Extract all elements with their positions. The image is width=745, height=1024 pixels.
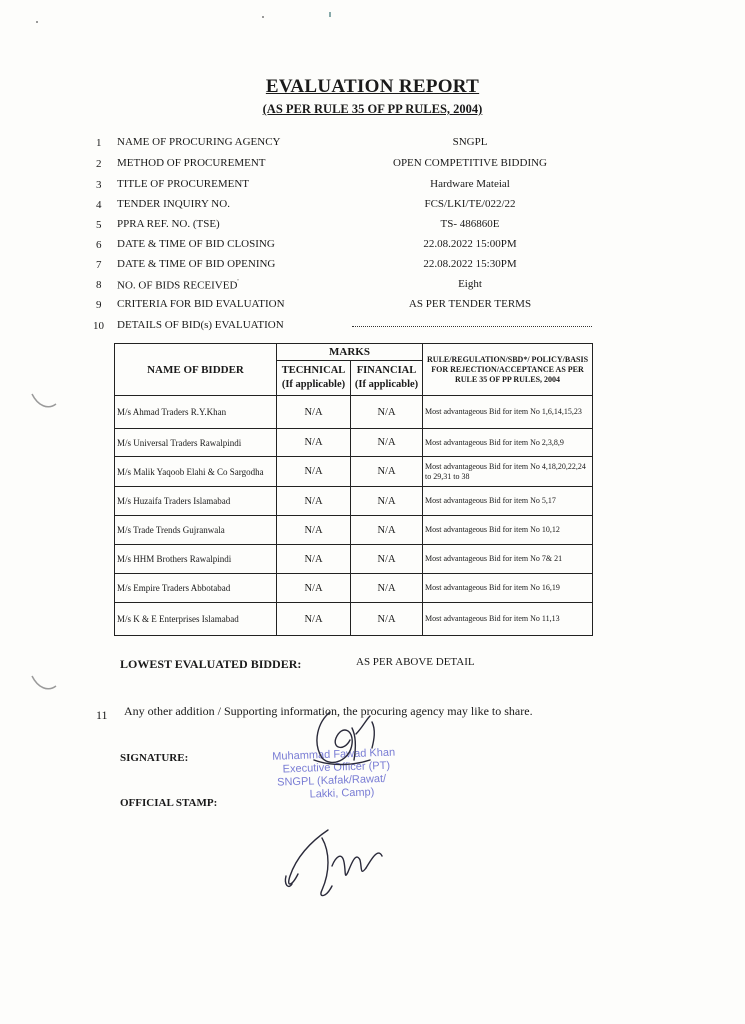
bidder-name: M/s Huzaifa Traders Islamabad <box>115 487 277 516</box>
field-number: 2 <box>96 158 102 170</box>
report-subtitle: (AS PER RULE 35 OF PP RULES, 2004) <box>262 102 483 116</box>
bidder-name: M/s Universal Traders Rawalpindi <box>115 429 277 457</box>
field-number: 7 <box>96 259 102 271</box>
rule-basis: Most advantageous Bid for item No 1,6,14,15,23 <box>423 396 593 429</box>
financial-marks: N/A <box>351 574 423 603</box>
field-value: TS- 486860E <box>440 218 500 230</box>
technical-marks: N/A <box>277 396 351 429</box>
technical-marks: N/A <box>277 516 351 545</box>
header-financial-note: (If applicable) <box>354 379 419 390</box>
field-value: Hardware Mateial <box>430 178 510 190</box>
item11-number: 11 <box>96 708 108 722</box>
field-label-text: NO. OF BIDS RECEIVED <box>117 279 238 292</box>
technical-marks: N/A <box>277 574 351 603</box>
signature-label: SIGNATURE: <box>120 752 189 764</box>
rule-basis: Most advantageous Bid for item No 11,13 <box>423 603 593 636</box>
field-label: DATE & TIME OF BID CLOSING <box>117 238 275 250</box>
field-number: 10 <box>93 320 104 332</box>
financial-marks: N/A <box>351 457 423 487</box>
rule-basis: Most advantageous Bid for item No 7& 21 <box>423 545 593 574</box>
bidder-name: M/s Malik Yaqoob Elahi & Co Sargodha <box>115 457 277 487</box>
field-label: CRITERIA FOR BID EVALUATION <box>117 298 285 310</box>
field-number: 9 <box>96 299 102 311</box>
field-label: TENDER INQUIRY NO. <box>117 198 230 210</box>
header-financial-label: FINANCIAL <box>356 365 417 376</box>
report-title: EVALUATION REPORT <box>265 76 480 97</box>
field-label: NAME OF PROCURING AGENCY <box>117 136 281 148</box>
rule-basis: Most advantageous Bid for item No 10,12 <box>423 516 593 545</box>
lowest-bidder-label: LOWEST EVALUATED BIDDER: <box>120 657 302 671</box>
rule-basis: Most advantageous Bid for item No 2,3,8,9 <box>423 429 593 457</box>
technical-marks: N/A <box>277 545 351 574</box>
field-value: FCS/LKI/TE/022/22 <box>424 198 516 210</box>
financial-marks: N/A <box>351 396 423 429</box>
field-value: AS PER TENDER TERMS <box>408 298 532 310</box>
rule-basis: Most advantageous Bid for item No 4,18,20,22,24 to 29,31 to 38 <box>423 457 593 487</box>
bidder-name: M/s Empire Traders Abbotabad <box>115 574 277 603</box>
footnote-mark: ' <box>237 278 239 286</box>
binder-hole-mark <box>28 388 58 418</box>
field-label: DETAILS OF BID(s) EVALUATION <box>117 319 284 331</box>
official-stamp-label: OFFICIAL STAMP: <box>120 797 218 809</box>
bidder-name: M/s HHM Brothers Rawalpindi <box>115 545 277 574</box>
field-number: 6 <box>96 239 102 251</box>
field-label: DATE & TIME OF BID OPENING <box>117 258 276 270</box>
field-number: 5 <box>96 219 102 231</box>
lowest-bidder-value: AS PER ABOVE DETAIL <box>356 656 475 668</box>
rule-basis: Most advantageous Bid for item No 16,19 <box>423 574 593 603</box>
stamp-line-office: SNGPL (Kafak/Rawat/ <box>276 772 387 789</box>
field-value: Eight <box>458 278 482 290</box>
financial-marks: N/A <box>351 487 423 516</box>
field-value: SNGPL <box>452 136 488 148</box>
financial-marks: N/A <box>351 429 423 457</box>
technical-marks: N/A <box>277 487 351 516</box>
header-technical-note: (If applicable) <box>281 379 346 390</box>
stamp-line-name: Muhammad Fawad Khan <box>272 746 396 763</box>
field-number: 4 <box>96 199 102 211</box>
field-value: 22.08.2022 15:00PM <box>423 238 517 250</box>
field-number: 1 <box>96 137 102 149</box>
header-bidder-name: NAME OF BIDDER <box>115 344 277 396</box>
financial-marks: N/A <box>351 516 423 545</box>
field-value: OPEN COMPETITIVE BIDDING <box>393 157 547 169</box>
bidder-name: M/s Ahmad Traders R.Y.Khan <box>115 396 277 429</box>
technical-marks: N/A <box>277 457 351 487</box>
binder-hole-mark <box>28 670 58 700</box>
stamp-line-location: Lakki, Camp) <box>309 786 375 801</box>
field-label: TITLE OF PROCUREMENT <box>117 178 249 190</box>
bidder-name: M/s K & E Enterprises Islamabad <box>115 603 277 636</box>
bidder-name: M/s Trade Trends Gujranwala <box>115 516 277 545</box>
item11-text: Any other addition / Supporting information, the procuring agency may like to share. <box>124 704 533 718</box>
technical-marks: N/A <box>277 603 351 636</box>
header-rule: RULE/REGULATION/SBD*/ POLICY/BASIS FOR REJECTION/ACCEPTANCE AS PER RULE 35 OF PP RULES, 2004 <box>423 344 593 396</box>
financial-marks: N/A <box>351 545 423 574</box>
technical-marks: N/A <box>277 429 351 457</box>
field-number: 8 <box>96 279 102 291</box>
rule-basis: Most advantageous Bid for item No 5,17 <box>423 487 593 516</box>
field-number: 3 <box>96 179 102 191</box>
stamp-line-designation: Executive Officer (PT) <box>282 759 391 776</box>
header-marks: MARKS <box>277 344 423 361</box>
header-technical-label: TECHNICAL <box>281 365 346 376</box>
field-label: METHOD OF PROCUREMENT <box>117 157 266 169</box>
field-value: 22.08.2022 15:30PM <box>423 258 517 270</box>
financial-marks: N/A <box>351 603 423 636</box>
field-label: PPRA REF. NO. (TSE) <box>117 218 220 230</box>
